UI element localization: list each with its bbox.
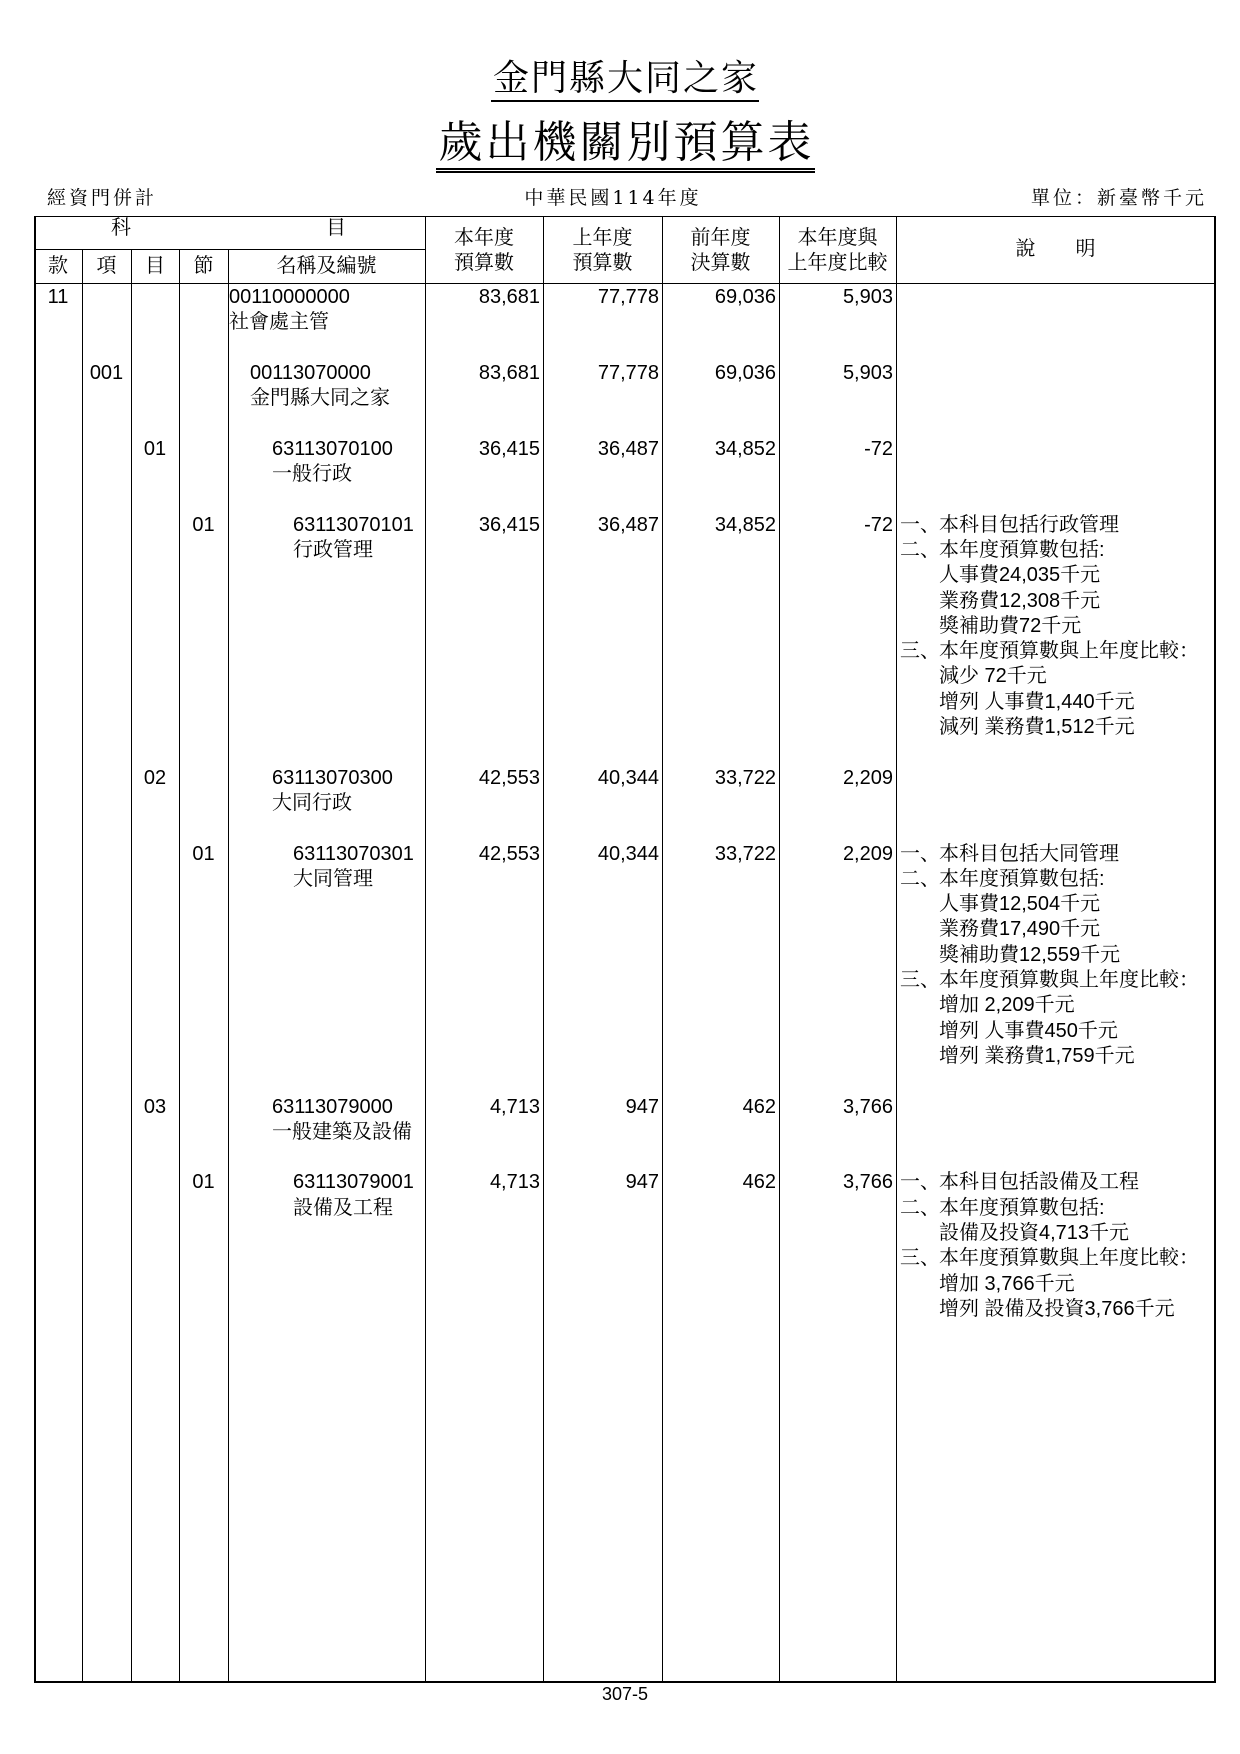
budget-row: [34, 361, 1215, 412]
note-line: [900, 715, 1215, 740]
note-indent: [900, 1297, 939, 1322]
name-code-cell: [228, 437, 425, 488]
page-subtitle: 歲出機關別預算表: [436, 118, 815, 173]
kuan-cell: [34, 1095, 82, 1120]
note-marker: 一、: [900, 513, 940, 536]
note-line: [900, 639, 1215, 664]
note-indent: [900, 715, 939, 740]
header-current-budget: [425, 216, 543, 283]
budget-table-body: [34, 285, 1215, 1347]
current-budget-cell: 4,713: [489, 1095, 540, 1118]
note-line: [900, 1019, 1215, 1044]
notes-cell: [896, 1095, 1215, 1120]
prior-final-cell: 34,852: [714, 437, 776, 460]
note-text: 本年度預算數包括:: [939, 867, 1105, 890]
jie-cell: [179, 437, 228, 462]
item-code: 00113070000: [250, 361, 371, 384]
name-code-cell: [228, 361, 425, 412]
note-marker: 二、: [900, 867, 940, 890]
mu-cell: [131, 361, 179, 386]
prior-final-cell: 33,722: [714, 842, 776, 865]
note-line: [900, 1272, 1215, 1297]
name-code-cell: [228, 513, 425, 564]
xiang-cell: [82, 1095, 131, 1120]
comparison-cell: 5,903: [842, 286, 893, 308]
item-code: 63113070101: [293, 513, 414, 536]
current-budget-cell: 83,681: [478, 286, 540, 308]
note-text: 人事費24,035千元: [939, 564, 1101, 587]
item-code: 00110000000: [229, 286, 350, 308]
current-budget-cell: 42,553: [478, 842, 540, 865]
item-code: 63113070301: [293, 842, 414, 865]
kuan-cell: [34, 513, 82, 538]
note-text: 本年度預算數包括:: [939, 1196, 1105, 1219]
note-marker: 一、: [900, 842, 940, 865]
kuan-cell: 11: [47, 286, 69, 308]
item-code: 63113070100: [272, 437, 393, 460]
note-line: [900, 917, 1215, 942]
note-indent: [900, 1019, 939, 1044]
mu-cell: 02: [143, 766, 167, 789]
kuan-cell: [34, 842, 82, 867]
budget-row: [34, 513, 1215, 741]
comparison-cell: 2,209: [842, 766, 893, 789]
note-line: [900, 589, 1215, 614]
page-title-block: [10, 58, 1240, 102]
note-marker: 三、: [900, 1247, 940, 1270]
notes-cell: [896, 513, 1215, 741]
note-text: 本科目包括設備及工程: [939, 1171, 1139, 1194]
prior-final-cell: 462: [742, 1171, 776, 1194]
budget-row: [34, 437, 1215, 488]
note-marker: 二、: [900, 1196, 940, 1219]
item-code: 63113079000: [272, 1095, 393, 1118]
item-name: 大同管理: [293, 867, 373, 890]
note-marker: 一、: [900, 1171, 940, 1194]
note-indent: [900, 690, 939, 715]
current-budget-cell: 36,415: [478, 437, 540, 460]
item-name: 行政管理: [293, 538, 373, 561]
note-text: 增列 人事費450千元: [939, 1019, 1118, 1042]
mu-cell: [131, 842, 179, 867]
previous-budget-cell: 36,487: [597, 513, 659, 536]
previous-budget-cell: 77,778: [597, 286, 659, 308]
note-text: 獎補助費12,559千元: [939, 943, 1121, 966]
note-line: [900, 1221, 1215, 1246]
header-line: 上年度: [572, 227, 633, 249]
note-text: 人事費12,504千元: [939, 893, 1101, 916]
header-xiang: 項: [96, 255, 117, 277]
xiang-cell: [82, 1170, 131, 1195]
note-indent: [900, 1044, 939, 1069]
comparison-cell: -72: [864, 513, 893, 536]
jie-cell: [179, 285, 228, 310]
note-indent: [900, 943, 939, 968]
mu-cell: [131, 285, 179, 310]
item-name: 大同行政: [272, 791, 352, 814]
header-line: 前年度: [690, 227, 751, 249]
page-title: 金門縣大同之家: [491, 58, 759, 102]
prior-final-cell: 33,722: [714, 766, 776, 789]
jie-cell: [179, 361, 228, 386]
xiang-cell: [82, 285, 131, 310]
mu-cell: 01: [143, 437, 167, 460]
note-line: [900, 690, 1215, 715]
kuan-cell: [34, 766, 82, 791]
current-budget-cell: 36,415: [478, 513, 540, 536]
header-line: 決算數: [690, 252, 751, 274]
comparison-cell: -72: [864, 437, 893, 460]
previous-budget-cell: 36,487: [597, 437, 659, 460]
note-indent: [900, 993, 939, 1018]
xiang-cell: [82, 437, 131, 462]
header-jie: 節: [193, 255, 214, 277]
notes-cell: [896, 437, 1215, 462]
jie-cell: [179, 1095, 228, 1120]
notes-cell: [896, 285, 1215, 310]
header-line: 上年度比較: [787, 252, 888, 274]
fund-scope-label: 經資門併計: [47, 187, 158, 209]
note-line: [900, 892, 1215, 917]
note-text: 本年度預算數與上年度比較：: [939, 640, 1199, 663]
note-text: 業務費12,308千元: [939, 589, 1101, 612]
xiang-cell: [82, 766, 131, 791]
jie-cell: 01: [192, 842, 215, 865]
note-line: [900, 1297, 1215, 1322]
name-code-cell: [228, 285, 425, 336]
item-name: 社會處主管: [229, 311, 329, 334]
note-text: 獎補助費72千元: [939, 614, 1082, 637]
note-line: [900, 1246, 1215, 1271]
note-indent: [900, 589, 939, 614]
kuan-cell: [34, 437, 82, 462]
note-indent: [900, 892, 939, 917]
fiscal-year-label: 中華民國114年度: [524, 187, 702, 209]
note-line: [900, 842, 1215, 867]
header-comparison: [779, 216, 896, 283]
mu-cell: [131, 1170, 179, 1195]
note-line: [900, 563, 1215, 588]
item-name: 一般行政: [272, 463, 352, 486]
note-text: 業務費17,490千元: [939, 918, 1101, 941]
current-budget-cell: 4,713: [489, 1171, 540, 1194]
kuan-cell: [34, 361, 82, 386]
name-code-cell: [228, 766, 425, 817]
header-name-and-code: 名稱及編號: [276, 255, 377, 277]
note-text: 增列 人事費1,440千元: [939, 690, 1135, 713]
header-line: 本年度: [454, 227, 514, 249]
kuan-cell: [34, 1170, 82, 1195]
page-number: 307-5: [601, 1684, 649, 1704]
xiang-cell: 001: [89, 361, 124, 384]
header-previous-budget: [543, 216, 662, 283]
header-line: 預算數: [454, 252, 514, 274]
note-indent: [900, 563, 939, 588]
note-indent: [900, 1272, 939, 1297]
note-marker: 二、: [900, 538, 940, 561]
notes-cell: [896, 1170, 1215, 1322]
note-line: [900, 1196, 1215, 1221]
name-code-cell: [228, 1170, 425, 1221]
prior-final-cell: 69,036: [714, 286, 776, 308]
notes-cell: [896, 361, 1215, 386]
item-name: 一般建築及設備: [272, 1120, 412, 1143]
note-indent: [900, 917, 939, 942]
note-text: 減列 業務費1,512千元: [939, 716, 1135, 739]
note-line: [900, 943, 1215, 968]
mu-cell: 03: [143, 1095, 167, 1118]
xiang-cell: [82, 513, 131, 538]
header-line: 預算數: [572, 252, 633, 274]
note-text: 增列 設備及投資3,766千元: [939, 1297, 1175, 1320]
note-text: 本科目包括大同管理: [939, 842, 1119, 865]
current-budget-cell: 83,681: [478, 361, 540, 384]
item-code: 63113070300: [272, 766, 393, 789]
header-notes: 說 明: [1015, 238, 1096, 260]
budget-row: [34, 285, 1215, 336]
header-account-group-left: 科: [111, 217, 131, 239]
prior-final-cell: 462: [742, 1095, 776, 1118]
note-line: [900, 1170, 1215, 1195]
note-line: [900, 968, 1215, 993]
note-line: [900, 614, 1215, 639]
budget-row: [34, 842, 1215, 1070]
note-line: [900, 664, 1215, 689]
notes-cell: [896, 842, 1215, 1070]
name-code-cell: [228, 1095, 425, 1146]
item-name: 金門縣大同之家: [250, 387, 390, 410]
page-subtitle-block: [10, 118, 1240, 173]
budget-row: [34, 766, 1215, 817]
note-text: 減少 72千元: [939, 665, 1047, 688]
comparison-cell: 5,903: [842, 361, 893, 384]
note-text: 增列 業務費1,759千元: [939, 1044, 1135, 1067]
note-marker: 三、: [900, 969, 940, 992]
prior-final-cell: 34,852: [714, 513, 776, 536]
jie-cell: 01: [192, 513, 215, 536]
note-text: 本年度預算數與上年度比較：: [939, 969, 1199, 992]
note-text: 增加 2,209千元: [939, 994, 1075, 1017]
xiang-cell: [82, 842, 131, 867]
current-budget-cell: 42,553: [478, 766, 540, 789]
note-line: [900, 867, 1215, 892]
budget-row: [34, 1095, 1215, 1146]
note-line: [900, 1044, 1215, 1069]
note-text: 設備及投資4,713千元: [939, 1221, 1130, 1244]
comparison-cell: 3,766: [842, 1095, 893, 1118]
note-line: [900, 513, 1215, 538]
note-indent: [900, 614, 939, 639]
comparison-cell: 2,209: [842, 842, 893, 865]
jie-cell: [179, 766, 228, 791]
previous-budget-cell: 40,344: [597, 766, 659, 789]
budget-row: [34, 1170, 1215, 1322]
note-text: 增加 3,766千元: [939, 1272, 1075, 1295]
note-line: [900, 993, 1215, 1018]
note-indent: [900, 664, 939, 689]
previous-budget-cell: 40,344: [597, 842, 659, 865]
note-marker: 三、: [900, 640, 940, 663]
previous-budget-cell: 947: [625, 1095, 659, 1118]
note-text: 本年度預算數與上年度比較：: [939, 1247, 1199, 1270]
header-account-group-right: 目: [326, 217, 346, 239]
notes-cell: [896, 766, 1215, 791]
note-text: 本科目包括行政管理: [939, 513, 1119, 536]
header-mu: 目: [145, 255, 165, 277]
note-line: [900, 538, 1215, 563]
header-kuan: 款: [48, 255, 68, 277]
note-text: 本年度預算數包括:: [939, 538, 1105, 561]
name-code-cell: [228, 842, 425, 893]
header-prior-final: [662, 216, 779, 283]
item-code: 63113079001: [293, 1171, 414, 1194]
note-indent: [900, 1221, 939, 1246]
mu-cell: [131, 513, 179, 538]
jie-cell: 01: [192, 1171, 215, 1194]
unit-label: 單位：新臺幣千元: [1030, 187, 1207, 209]
item-name: 設備及工程: [293, 1196, 393, 1219]
comparison-cell: 3,766: [842, 1171, 893, 1194]
previous-budget-cell: 947: [625, 1171, 659, 1194]
previous-budget-cell: 77,778: [597, 361, 659, 384]
header-line: 本年度與: [797, 227, 878, 249]
prior-final-cell: 69,036: [714, 361, 776, 384]
